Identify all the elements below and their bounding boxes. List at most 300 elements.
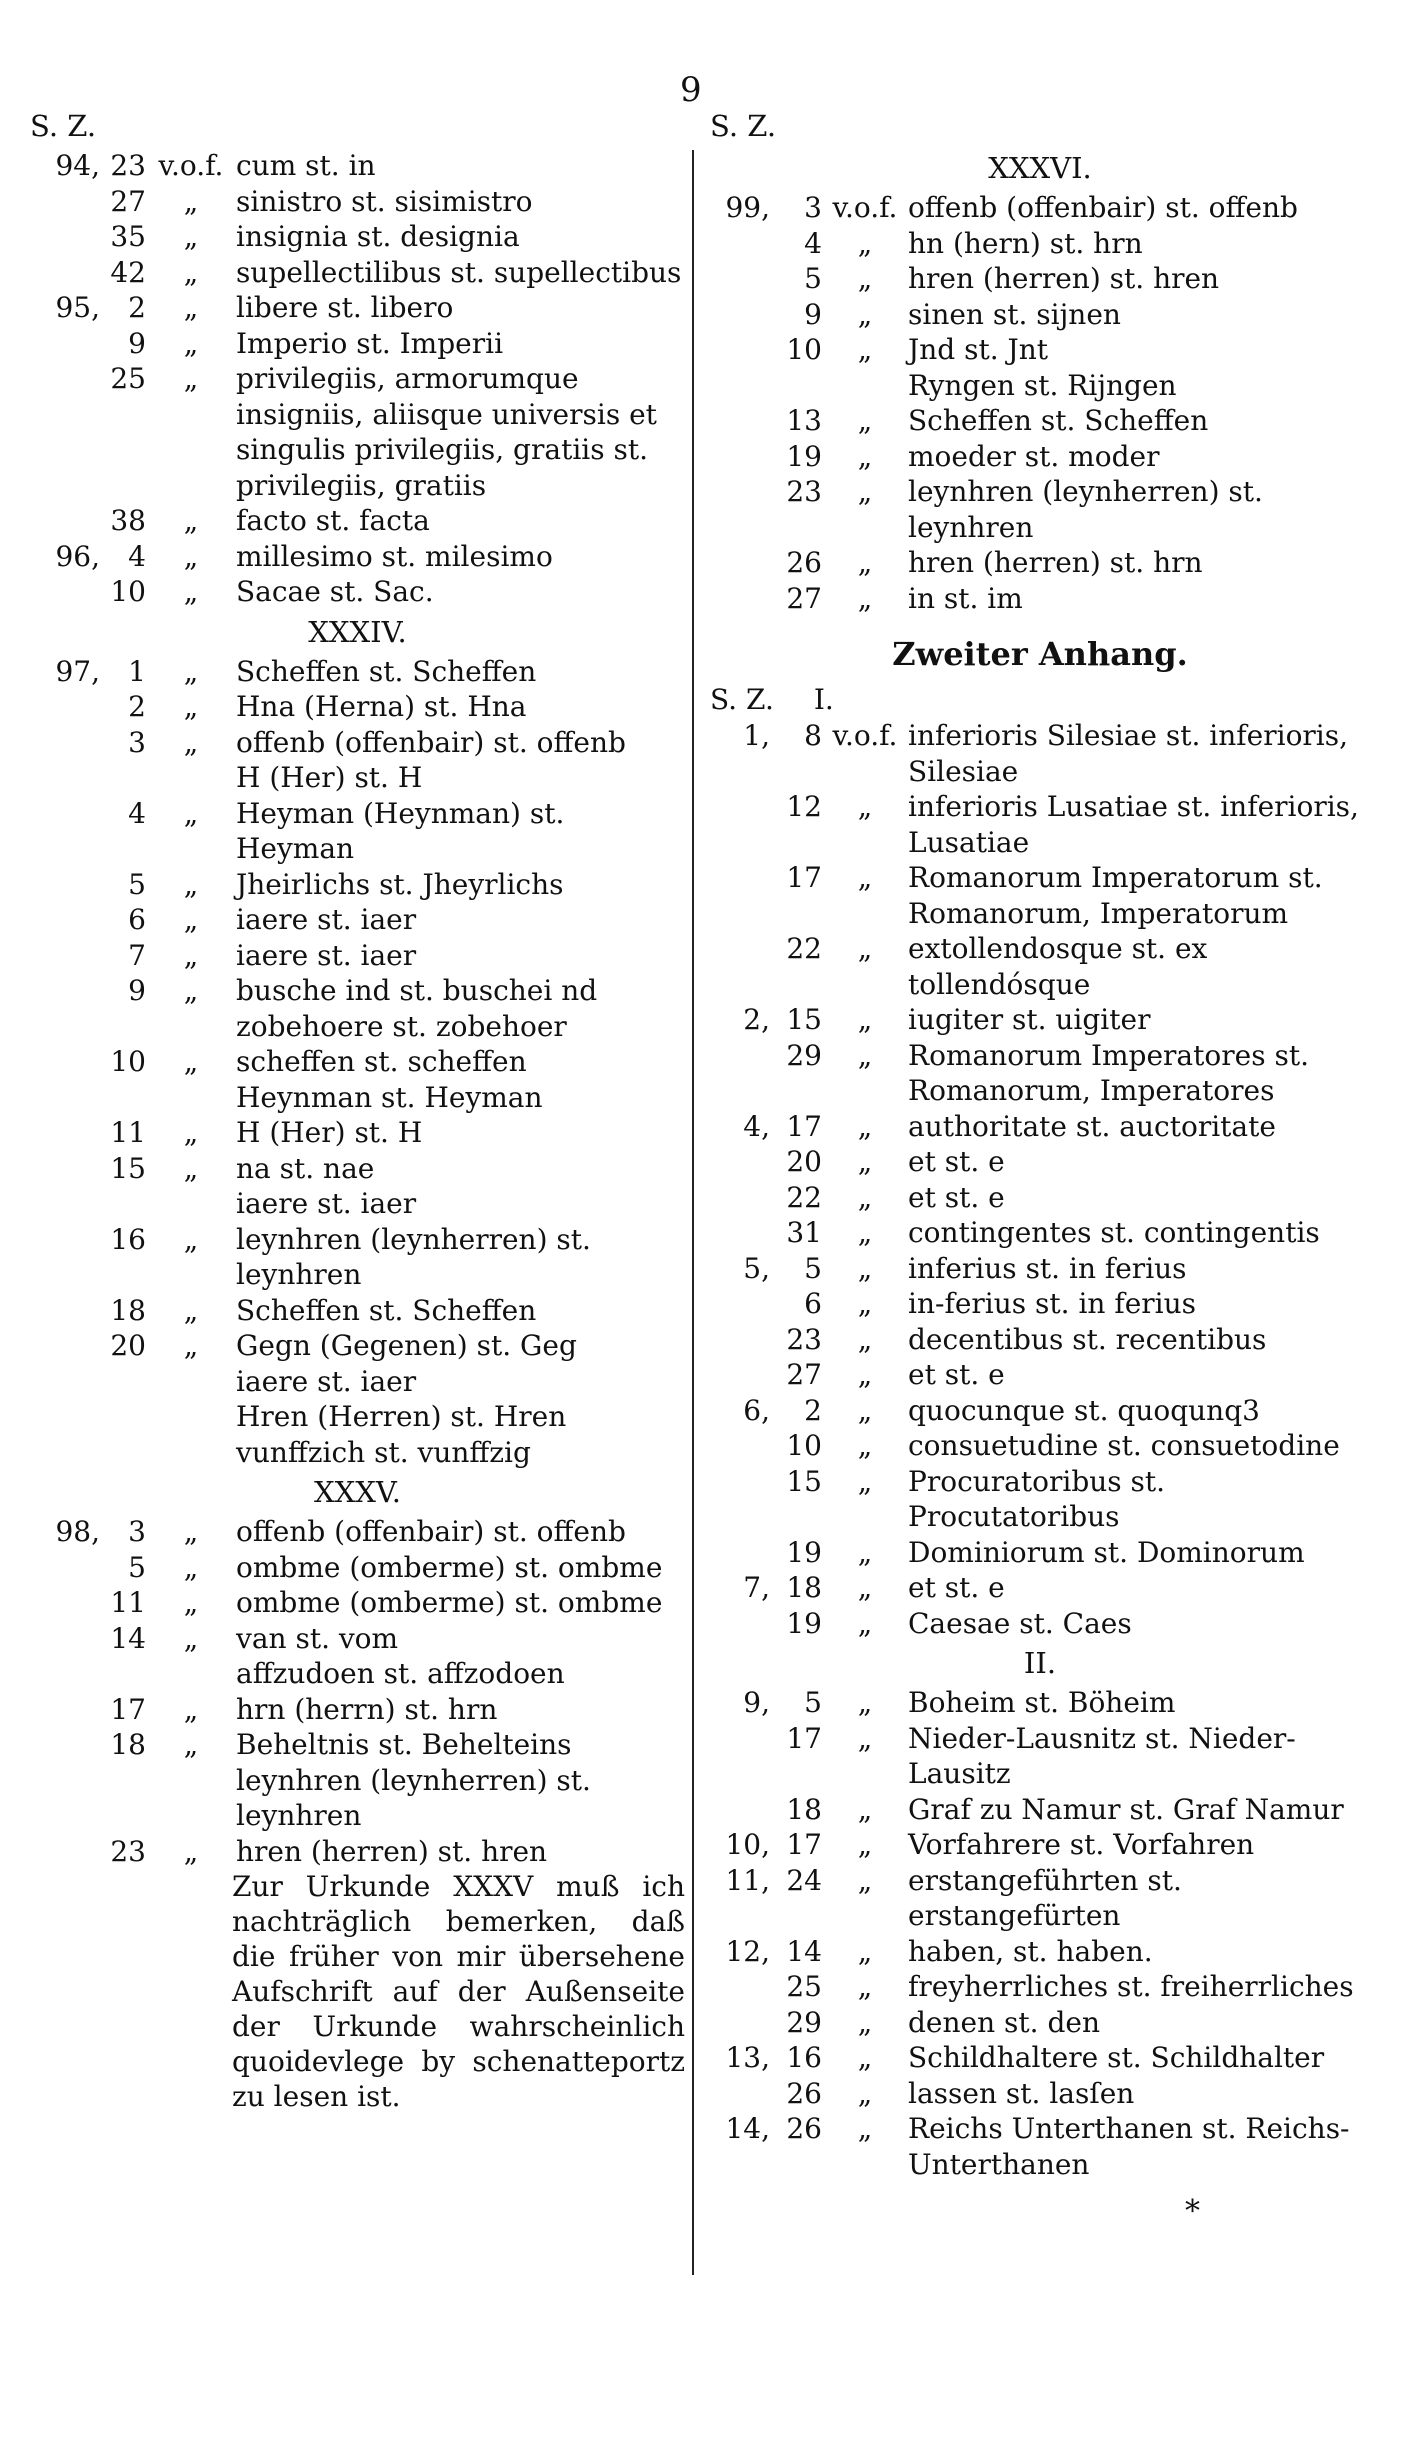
correction-text: offenb (offenbair) st. offenb: [908, 191, 1298, 224]
direction-mark: „: [857, 1571, 873, 1604]
page-ref: [710, 403, 770, 439]
appendix-section-ii: II.: [1023, 1646, 1057, 1680]
line-ref: 7: [128, 938, 146, 972]
errata-row: [30, 1328, 685, 1364]
right-errata-block-3: [710, 1685, 1370, 2182]
line-ref: 10: [110, 575, 146, 608]
correction-text: decentibus st. recentibus: [908, 1322, 1267, 1356]
section-title-xxxiv: XXXIV.: [308, 614, 407, 649]
page-ref: 2,: [743, 1003, 770, 1036]
errata-row: [30, 1763, 685, 1834]
correction-text: Nieder-Lausnitz st. Nieder-Lausitz: [908, 1721, 1296, 1790]
line-ref: 29: [786, 2005, 822, 2039]
page-ref: [710, 1792, 770, 1828]
correction-text: Vorfahrere st. Vorfahren: [908, 1828, 1255, 1861]
line-ref: 11: [110, 1586, 146, 1619]
errata-row: [30, 1621, 685, 1657]
errata-row: [710, 1685, 1370, 1721]
left-column-header: S. Z.: [30, 109, 97, 143]
page-ref: 1,: [743, 719, 770, 752]
direction-mark: „: [857, 1145, 873, 1178]
correction-text: denen st. den: [908, 2005, 1100, 2039]
direction-mark: „: [857, 262, 873, 295]
page-ref: [30, 361, 100, 503]
line-ref: 17: [110, 1692, 146, 1726]
direction-mark: „: [857, 1322, 873, 1356]
direction-mark: [146, 1435, 236, 1471]
correction-text: inferioris Lusatiae st. inferioris, Lusatiae: [908, 790, 1359, 859]
errata-row: [30, 1293, 685, 1329]
correction-text: et st. e: [908, 1358, 1005, 1391]
correction-text: leynhren (leynherren) st. leynhren: [236, 1222, 591, 1291]
errata-row: [30, 1692, 685, 1728]
errata-row: [710, 1721, 1370, 1792]
errata-row: [710, 2005, 1370, 2041]
errata-row: [710, 1969, 1370, 2005]
right-column-header: S. Z.: [710, 109, 777, 143]
errata-row: [30, 539, 685, 575]
errata-row: [710, 1357, 1370, 1393]
line-ref: 1: [128, 654, 146, 688]
errata-row: [710, 1792, 1370, 1828]
correction-text: scheffen st. scheffen: [236, 1045, 527, 1078]
line-ref: 18: [110, 1293, 146, 1327]
errata-row: [710, 1863, 1370, 1934]
direction-mark: „: [857, 861, 873, 894]
page-ref: [30, 1186, 100, 1222]
page-ref: [30, 184, 100, 220]
direction-mark: „: [183, 326, 199, 360]
direction-mark: v.o.f.: [832, 719, 898, 752]
direction-mark: [822, 368, 908, 404]
direction-mark: „: [183, 654, 199, 688]
correction-text: consuetudine st. consuetodine: [908, 1429, 1340, 1462]
errata-row: [30, 902, 685, 938]
errata-row: [710, 1393, 1370, 1429]
line-ref: [100, 1399, 146, 1435]
page-ref: 6,: [743, 1393, 770, 1427]
errata-row: [30, 255, 685, 291]
direction-mark: „: [857, 1535, 873, 1569]
line-ref: 5: [804, 1251, 822, 1285]
line-ref: 6: [804, 1287, 822, 1320]
correction-text: Graf zu Namur st. Graf Namur: [908, 1792, 1344, 1826]
line-ref: 26: [786, 2076, 822, 2110]
errata-row: [710, 403, 1370, 439]
direction-mark: „: [183, 1515, 199, 1548]
page-number: 9: [680, 70, 702, 110]
line-ref: 10: [110, 1045, 146, 1078]
page-ref: [710, 1428, 770, 1464]
direction-mark: „: [183, 1222, 199, 1256]
line-ref: 19: [786, 439, 822, 473]
errata-row: [710, 2076, 1370, 2112]
page-ref: [710, 474, 770, 545]
direction-mark: „: [857, 1358, 873, 1391]
correction-text: insignia st. designia: [236, 220, 520, 253]
correction-text: ombme (omberme) st. ombme: [236, 1586, 663, 1619]
direction-mark: „: [183, 867, 199, 901]
errata-row: [710, 931, 1370, 1002]
correction-text: millesimo st. milesimo: [236, 539, 553, 573]
page-ref: 14,: [725, 2112, 770, 2145]
page-ref: [710, 1969, 770, 2005]
left-errata-block-3: [30, 1514, 685, 1869]
page-ref: 11,: [725, 1863, 770, 1897]
page-ref: 94,: [55, 149, 100, 182]
line-ref: 8: [804, 719, 822, 752]
errata-row: [30, 760, 685, 796]
errata-row: [710, 1002, 1370, 1038]
errata-row: [710, 1215, 1370, 1251]
page-ref: [710, 439, 770, 475]
correction-text: busche ind st. buschei nd zobehoere st. zobehoer: [236, 974, 598, 1043]
errata-row: [710, 1286, 1370, 1322]
correction-text: sinen st. sijnen: [908, 297, 1121, 331]
line-ref: 2: [128, 291, 146, 324]
line-ref: 14: [110, 1621, 146, 1655]
errata-row: [30, 654, 685, 690]
correction-text: Caesae st. Caes: [908, 1606, 1132, 1640]
page-ref: [30, 1692, 100, 1728]
errata-row: [30, 1585, 685, 1621]
errata-row: [30, 725, 685, 761]
direction-mark: [146, 1186, 236, 1222]
column-divider: [692, 150, 694, 2275]
line-ref: 19: [786, 1606, 822, 1640]
page-ref: 98,: [55, 1515, 100, 1548]
page-ref: 95,: [55, 291, 100, 324]
line-ref: 12: [786, 790, 822, 823]
correction-text: Heynman st. Heyman: [236, 1080, 543, 1114]
page-ref: [30, 1151, 100, 1187]
page-ref: [710, 581, 770, 617]
line-ref: 22: [786, 1180, 822, 1214]
direction-mark: „: [857, 2076, 873, 2110]
page-ref: [30, 689, 100, 725]
page-ref: [710, 931, 770, 1002]
errata-row: [30, 1399, 685, 1435]
direction-mark: „: [183, 1293, 199, 1327]
correction-text: H (Her) st. H: [236, 761, 423, 794]
direction-mark: „: [183, 1550, 199, 1584]
correction-text: freyherrliches st. freiherrliches: [908, 1970, 1354, 2003]
direction-mark: „: [183, 1621, 199, 1655]
direction-mark: „: [857, 1393, 873, 1427]
appendix-subheader: [710, 682, 1370, 718]
page-ref: [30, 1115, 100, 1151]
page-ref: 5,: [743, 1251, 770, 1285]
line-ref: 20: [110, 1329, 146, 1362]
direction-mark: „: [857, 1934, 873, 1968]
page-ref: [30, 1656, 100, 1692]
direction-mark: „: [857, 475, 873, 508]
appendix-title: Zweiter Anhang.: [892, 635, 1188, 673]
line-ref: 4: [128, 796, 146, 830]
errata-row: [710, 1535, 1370, 1571]
line-ref: 29: [786, 1038, 822, 1072]
direction-mark: [146, 1399, 236, 1435]
line-ref: 19: [786, 1535, 822, 1569]
errata-row: [710, 368, 1370, 404]
direction-mark: „: [183, 291, 199, 324]
errata-row: [30, 361, 685, 503]
line-ref: 9: [128, 326, 146, 360]
correction-text: et st. e: [908, 1571, 1005, 1604]
errata-row: [710, 297, 1370, 333]
correction-text: iugiter st. uigiter: [908, 1003, 1151, 1036]
errata-row: [30, 1656, 685, 1692]
correction-text: Reichs Unterthanen st. Reichs-Unterthanen: [908, 2112, 1350, 2181]
errata-row: [710, 860, 1370, 931]
errata-row: [30, 1151, 685, 1187]
line-ref: 16: [110, 1222, 146, 1256]
direction-mark: v.o.f.: [158, 149, 224, 182]
page-ref: 9,: [743, 1686, 770, 1719]
direction-mark: „: [183, 504, 199, 537]
page-ref: [30, 1727, 100, 1763]
page-ref: [710, 789, 770, 860]
page-ref: 99,: [725, 191, 770, 224]
direction-mark: „: [183, 220, 199, 253]
correction-text: Hren (Herren) st. Hren: [236, 1400, 567, 1433]
correction-text: Scheffen st. Scheffen: [236, 654, 537, 688]
page-ref: [30, 326, 100, 362]
errata-row: [30, 973, 685, 1044]
correction-text: Ryngen st. Rijngen: [908, 368, 1177, 402]
errata-row: [30, 1435, 685, 1471]
errata-row: [710, 1570, 1370, 1606]
correction-text: Gegn (Gegenen) st. Geg: [236, 1329, 577, 1362]
direction-mark: „: [857, 439, 873, 473]
direction-mark: „: [183, 796, 199, 830]
page-ref: [710, 226, 770, 262]
errata-row: [30, 1186, 685, 1222]
line-ref: 17: [786, 861, 822, 894]
left-column: [30, 108, 685, 2114]
page-ref: [30, 1399, 100, 1435]
line-ref: [100, 1364, 146, 1400]
page-ref: [30, 1550, 100, 1586]
direction-mark: „: [857, 1863, 873, 1897]
page-ref: [710, 1357, 770, 1393]
errata-row: [710, 545, 1370, 581]
direction-mark: „: [183, 903, 199, 936]
correction-text: inferioris Silesiae st. inferioris, Silesiae: [908, 719, 1349, 788]
correction-text: Schildhaltere st. Schildhalter: [908, 2041, 1325, 2074]
direction-mark: „: [857, 581, 873, 615]
direction-mark: „: [857, 1464, 873, 1498]
correction-text: hren (herren) st. hren: [236, 1834, 548, 1868]
correction-text: supellectilibus st. supellectibus: [236, 255, 682, 289]
direction-mark: v.o.f.: [832, 191, 898, 224]
line-ref: 18: [110, 1728, 146, 1761]
correction-text: moeder st. moder: [908, 439, 1160, 473]
page-ref: 12,: [725, 1934, 770, 1968]
section-title-xxxv: XXXV.: [313, 1475, 402, 1509]
line-ref: [100, 1186, 146, 1222]
page-ref: [710, 1144, 770, 1180]
line-ref: 18: [786, 1571, 822, 1604]
line-ref: [100, 1763, 146, 1834]
line-ref: 3: [128, 725, 146, 759]
errata-row: [30, 689, 685, 725]
correction-text: quocunque st. quoqunq3: [908, 1393, 1260, 1427]
errata-row: [710, 1606, 1370, 1642]
page-ref: 97,: [55, 654, 100, 688]
correction-text: et st. e: [908, 1180, 1005, 1214]
direction-mark: „: [183, 974, 199, 1007]
correction-text: leynhren (leynherren) st. leynhren: [236, 1763, 591, 1832]
line-ref: 15: [786, 1464, 822, 1498]
line-ref: [100, 1080, 146, 1116]
correction-text: na st. nae: [236, 1151, 375, 1185]
errata-row: [30, 1834, 685, 1870]
page-ref: [710, 860, 770, 931]
line-ref: 17: [786, 1828, 822, 1861]
page-ref: 10,: [725, 1828, 770, 1861]
line-ref: 26: [786, 2112, 822, 2145]
correction-text: libere st. libero: [236, 291, 454, 324]
errata-row: [710, 1827, 1370, 1863]
left-errata-block-2: [30, 654, 685, 1471]
direction-mark: „: [183, 362, 199, 395]
line-ref: 10: [786, 1429, 822, 1462]
errata-row: [30, 1222, 685, 1293]
direction-mark: „: [857, 1686, 873, 1719]
direction-mark: „: [183, 938, 199, 972]
errata-row: [710, 1322, 1370, 1358]
direction-mark: „: [857, 790, 873, 823]
line-ref: 11: [110, 1116, 146, 1149]
line-ref: 31: [786, 1216, 822, 1249]
line-ref: 25: [110, 362, 146, 395]
page-ref: [30, 725, 100, 761]
errata-row: [710, 1464, 1370, 1535]
errata-row: [30, 503, 685, 539]
correction-text: Romanorum Imperatores st. Romanorum, Imperatores: [908, 1038, 1309, 1107]
direction-mark: „: [857, 1038, 873, 1072]
errata-row: [710, 1934, 1370, 1970]
page-ref: [30, 1763, 100, 1834]
line-ref: 15: [786, 1003, 822, 1036]
page-ref: [30, 219, 100, 255]
page-ref: 13,: [725, 2041, 770, 2074]
appendix-section-i: I.: [813, 683, 834, 716]
direction-mark: „: [857, 1828, 873, 1861]
correction-text: H (Her) st. H: [236, 1116, 423, 1149]
errata-row: [30, 1550, 685, 1586]
direction-mark: „: [183, 1586, 199, 1619]
page-ref: [710, 1215, 770, 1251]
line-ref: [100, 1435, 146, 1471]
page-ref: [30, 1222, 100, 1293]
page-ref: [30, 574, 100, 610]
line-ref: 9: [804, 297, 822, 331]
line-ref: 5: [128, 867, 146, 901]
correction-text: affzudoen st. affzodoen: [236, 1657, 565, 1690]
errata-row: [710, 1180, 1370, 1216]
direction-mark: „: [857, 1721, 873, 1755]
direction-mark: „: [857, 546, 873, 579]
note-paragraph: Zur Urkunde XXXV muß ich nachträglich bemerken, daß die früher von mir übersehene Aufschrift auf der Außenseite der Urkunde wahrscheinlich quoidevlege by schenatteportz zu lesen ist.: [232, 1870, 685, 2113]
line-ref: 23: [110, 1834, 146, 1868]
direction-mark: „: [857, 1180, 873, 1214]
direction-mark: „: [857, 1251, 873, 1285]
direction-mark: „: [857, 2005, 873, 2039]
line-ref: 17: [786, 1109, 822, 1143]
errata-row: [30, 184, 685, 220]
page-ref: [30, 796, 100, 867]
page-ref: [710, 1464, 770, 1535]
direction-mark: „: [857, 932, 873, 965]
direction-mark: „: [857, 1287, 873, 1320]
page-ref: [710, 1286, 770, 1322]
direction-mark: „: [857, 404, 873, 437]
errata-row: [710, 1428, 1370, 1464]
correction-text: Boheim st. Böheim: [908, 1686, 1176, 1719]
line-ref: 14: [786, 1934, 822, 1968]
page-ref: [710, 1535, 770, 1571]
appendix-sz-label: S. Z.: [710, 683, 774, 716]
line-ref: 38: [110, 504, 146, 537]
errata-row: [710, 226, 1370, 262]
correction-text: Scheffen st. Scheffen: [908, 404, 1209, 437]
line-ref: 2: [128, 690, 146, 723]
errata-row: [710, 789, 1370, 860]
line-ref: 35: [110, 220, 146, 253]
page-ref: [710, 297, 770, 333]
errata-row: [710, 439, 1370, 475]
direction-mark: „: [857, 1429, 873, 1462]
errata-row: [30, 219, 685, 255]
correction-text: Jnd st. Jnt: [908, 333, 1049, 366]
errata-row: [30, 1044, 685, 1080]
left-errata-block-1: [30, 148, 685, 610]
correction-text: Jheirlichs st. Jheyrlichs: [236, 867, 564, 901]
errata-row: [30, 1514, 685, 1550]
correction-text: cum st. in: [236, 149, 376, 182]
page-ref: 4,: [743, 1109, 770, 1143]
correction-text: iaere st. iaer: [236, 903, 417, 936]
direction-mark: „: [857, 1792, 873, 1826]
page-ref: [710, 1606, 770, 1642]
direction-mark: „: [183, 1692, 199, 1726]
page-ref: 96,: [55, 539, 100, 573]
direction-mark: „: [183, 1329, 199, 1362]
errata-row: [30, 796, 685, 867]
line-ref: 24: [786, 1863, 822, 1897]
errata-row: [30, 290, 685, 326]
correction-text: Dominiorum st. Dominorum: [908, 1535, 1305, 1569]
errata-row: [710, 474, 1370, 545]
line-ref: 13: [786, 404, 822, 437]
errata-row: [30, 574, 685, 610]
errata-row: [710, 718, 1370, 789]
page-ref: [30, 1293, 100, 1329]
page-ref: [30, 1621, 100, 1657]
direction-mark: „: [183, 725, 199, 759]
line-ref: [100, 1656, 146, 1692]
page-ref: [710, 1721, 770, 1792]
page-ref: [710, 332, 770, 368]
correction-text: Beheltnis st. Behelteins: [236, 1728, 572, 1761]
errata-row: [30, 326, 685, 362]
errata-row: [30, 1727, 685, 1763]
right-column: [710, 108, 1370, 2229]
page-ref: [30, 1328, 100, 1364]
direction-mark: „: [183, 255, 199, 289]
